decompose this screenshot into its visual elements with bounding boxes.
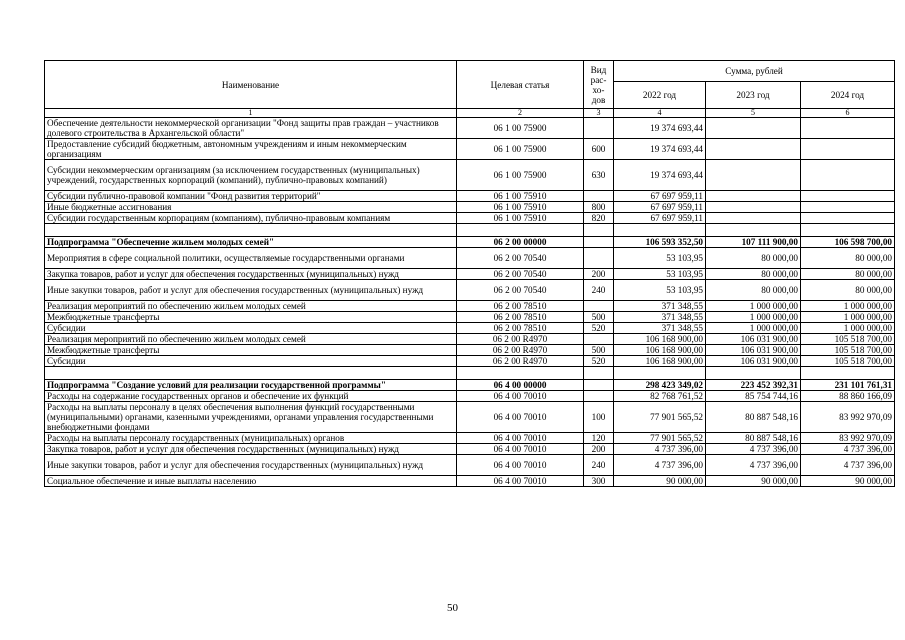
row-sum-2023 [706,191,801,202]
row-name: Закупка товаров, работ и услуг для обеспечения государственных (муниципальных) нужд [45,444,457,455]
row-sum-2024: 1 000 000,00 [801,323,895,334]
spacer-row [45,367,895,380]
row-sum-2024: 80 000,00 [801,269,895,280]
row-code [457,367,584,380]
index-cell: 1 [45,109,457,118]
row-expense-type: 800 [584,202,614,213]
row-name: Иные закупки товаров, работ и услуг для обеспечения государственных (муниципальных) нужд [45,455,457,476]
row-sum-2024: 105 518 700,00 [801,356,895,367]
row-sum-2024: 105 518 700,00 [801,334,895,345]
row-sum-2023: 106 031 900,00 [706,334,801,345]
row-sum-2022 [614,367,706,380]
row-expense-type [584,237,614,248]
row-sum-2022: 53 103,95 [614,280,706,301]
row-code: 06 4 00 70010 [457,402,584,433]
table-row [45,380,895,391]
row-code: 06 1 00 75910 [457,191,584,202]
row-code: 06 4 00 70010 [457,433,584,444]
header-row [45,61,895,82]
table-row [45,345,895,356]
row-sum-2023 [706,367,801,380]
row-sum-2023 [706,202,801,213]
row-code: 06 1 00 75910 [457,213,584,224]
row-sum-2022: 19 374 693,44 [614,160,706,191]
index-cell: 3 [584,109,614,118]
row-sum-2023: 107 111 900,00 [706,237,801,248]
row-code: 06 2 00 R4970 [457,345,584,356]
row-code: 06 2 00 R4970 [457,334,584,345]
row-sum-2024 [801,213,895,224]
row-sum-2022: 4 737 396,00 [614,455,706,476]
row-code: 06 2 00 78510 [457,323,584,334]
table-row [45,323,895,334]
header-vid-3: хо- [592,84,605,95]
row-sum-2024 [801,191,895,202]
row-sum-2024 [801,160,895,191]
row-sum-2024: 80 000,00 [801,280,895,301]
row-sum-2022: 67 697 959,11 [614,191,706,202]
row-sum-2022: 77 901 565,52 [614,402,706,433]
row-sum-2022: 106 168 900,00 [614,356,706,367]
row-name: Межбюджетные трансферты [45,312,457,323]
row-sum-2024 [801,139,895,160]
row-expense-type [584,191,614,202]
row-sum-2023 [706,160,801,191]
row-name [45,224,457,237]
row-expense-type: 600 [584,139,614,160]
row-expense-type [584,224,614,237]
row-expense-type: 120 [584,433,614,444]
row-expense-type: 500 [584,312,614,323]
row-code: 06 2 00 R4970 [457,356,584,367]
row-name: Расходы на выплаты персоналу государственных (муниципальных) органов [45,433,457,444]
row-sum-2024: 4 737 396,00 [801,455,895,476]
row-sum-2022: 53 103,95 [614,269,706,280]
row-sum-2024 [801,202,895,213]
row-expense-type [584,367,614,380]
row-expense-type [584,380,614,391]
row-expense-type: 300 [584,476,614,487]
table-row [45,202,895,213]
row-name: Закупка товаров, работ и услуг для обеспечения государственных (муниципальных) нужд [45,269,457,280]
row-sum-2024: 88 860 166,09 [801,391,895,402]
row-sum-2024 [801,118,895,139]
row-sum-2023 [706,139,801,160]
budget-table [44,60,895,487]
header-vid-2: рас- [590,74,607,85]
row-sum-2024: 1 000 000,00 [801,312,895,323]
row-name: Реализация мероприятий по обеспечению жильем молодых семей [45,334,457,345]
row-name: Субсидии некоммерческим организациям (за исключением государственных (муниципальных) учреждений, государственных корпораций (компаний), публично-правовых компаний) [45,160,457,191]
row-expense-type: 100 [584,402,614,433]
row-sum-2022 [614,224,706,237]
row-sum-2024 [801,367,895,380]
row-name: Субсидии [45,323,457,334]
row-sum-2023: 80 000,00 [706,269,801,280]
row-sum-2023 [706,213,801,224]
row-expense-type [584,391,614,402]
row-code: 06 2 00 70540 [457,280,584,301]
row-code: 06 2 00 70540 [457,269,584,280]
row-expense-type [584,248,614,269]
row-sum-2023: 80 000,00 [706,248,801,269]
row-sum-2023: 223 452 392,31 [706,380,801,391]
row-expense-type: 200 [584,444,614,455]
row-sum-2022: 298 423 349,02 [614,380,706,391]
header-2023: 2023 год [706,82,801,109]
row-code: 06 2 00 78510 [457,301,584,312]
row-sum-2022: 371 348,55 [614,312,706,323]
row-code: 06 1 00 75900 [457,118,584,139]
header-vid-1: Вид [590,64,607,75]
row-sum-2024: 83 992 970,09 [801,402,895,433]
table-row [45,269,895,280]
row-expense-type: 520 [584,323,614,334]
index-cell: 2 [457,109,584,118]
table-row [45,356,895,367]
table-row [45,444,895,455]
row-expense-type: 820 [584,213,614,224]
row-name: Иные закупки товаров, работ и услуг для обеспечения государственных (муниципальных) нужд [45,280,457,301]
row-name: Обеспечение деятельности некоммерческой организации "Фонд защиты прав граждан – участников долевого строительства в Архангельской области" [45,118,457,139]
table-row [45,160,895,191]
table-row [45,402,895,433]
row-sum-2023: 80 887 548,16 [706,402,801,433]
row-code: 06 1 00 75910 [457,202,584,213]
row-sum-2022: 67 697 959,11 [614,202,706,213]
row-name: Подпрограмма "Создание условий для реализации государственной программы" [45,380,457,391]
row-sum-2022: 53 103,95 [614,248,706,269]
row-name: Иные бюджетные ассигнования [45,202,457,213]
row-code: 06 1 00 75900 [457,160,584,191]
row-name: Субсидии публично-правовой компании "Фонд развития территорий" [45,191,457,202]
row-sum-2024: 231 101 761,31 [801,380,895,391]
table-row [45,476,895,487]
header-vid [584,61,614,109]
table-row [45,139,895,160]
header-2022: 2022 год [614,82,706,109]
row-sum-2024: 1 000 000,00 [801,301,895,312]
spacer-row [45,224,895,237]
table-row [45,191,895,202]
row-sum-2023: 85 754 744,16 [706,391,801,402]
row-sum-2024: 90 000,00 [801,476,895,487]
row-sum-2022: 19 374 693,44 [614,139,706,160]
row-sum-2023 [706,224,801,237]
row-sum-2023: 4 737 396,00 [706,455,801,476]
row-sum-2023: 1 000 000,00 [706,323,801,334]
row-sum-2022: 4 737 396,00 [614,444,706,455]
row-sum-2024: 105 518 700,00 [801,345,895,356]
row-expense-type: 240 [584,280,614,301]
row-sum-2022: 371 348,55 [614,301,706,312]
row-expense-type [584,301,614,312]
row-code: 06 4 00 00000 [457,380,584,391]
row-name: Субсидии [45,356,457,367]
table-row [45,312,895,323]
row-expense-type [584,118,614,139]
row-code [457,224,584,237]
row-sum-2023: 90 000,00 [706,476,801,487]
table-row [45,280,895,301]
row-sum-2024: 83 992 970,09 [801,433,895,444]
row-code: 06 1 00 75900 [457,139,584,160]
row-sum-2022: 67 697 959,11 [614,213,706,224]
row-code: 06 2 00 78510 [457,312,584,323]
header-target-label: Целевая статья [490,79,550,90]
row-sum-2022: 106 168 900,00 [614,345,706,356]
header-sum: Сумма, рублей [614,61,895,82]
row-code: 06 4 00 70010 [457,444,584,455]
row-name: Реализация мероприятий по обеспечению жильем молодых семей [45,301,457,312]
row-sum-2022: 19 374 693,44 [614,118,706,139]
row-name: Предоставление субсидий бюджетным, автономным учреждениям и иным некоммерческим организациям [45,139,457,160]
table-row [45,248,895,269]
row-name: Расходы на выплаты персоналу в целях обеспечения выполнения функций государственными (муниципальными) органами, казенными учреждениями, органами управления государственными внебюджетными фондами [45,402,457,433]
row-sum-2023 [706,118,801,139]
row-code: 06 2 00 70540 [457,248,584,269]
row-expense-type: 520 [584,356,614,367]
row-sum-2024 [801,224,895,237]
row-expense-type: 240 [584,455,614,476]
header-target [457,61,584,109]
table-row [45,237,895,248]
page-number: 50 [447,602,458,614]
row-sum-2023: 80 887 548,16 [706,433,801,444]
row-sum-2022: 77 901 565,52 [614,433,706,444]
row-sum-2023: 1 000 000,00 [706,301,801,312]
row-name: Расходы на содержание государственных органов и обеспечение их функций [45,391,457,402]
table-row [45,433,895,444]
row-code: 06 4 00 70010 [457,391,584,402]
row-expense-type: 200 [584,269,614,280]
row-sum-2024: 4 737 396,00 [801,444,895,455]
index-cell: 6 [801,109,895,118]
table-row [45,118,895,139]
table-body [45,118,895,487]
row-expense-type [584,334,614,345]
row-expense-type: 500 [584,345,614,356]
table-row [45,334,895,345]
row-expense-type: 630 [584,160,614,191]
row-sum-2023: 106 031 900,00 [706,356,801,367]
row-sum-2023: 4 737 396,00 [706,444,801,455]
table-row [45,391,895,402]
row-code: 06 4 00 70010 [457,476,584,487]
row-sum-2022: 371 348,55 [614,323,706,334]
row-sum-2022: 90 000,00 [614,476,706,487]
row-sum-2022: 106 168 900,00 [614,334,706,345]
index-cell: 4 [614,109,706,118]
row-name: Мероприятия в сфере социальной политики, осуществляемые государственными органами [45,248,457,269]
row-sum-2022: 106 593 352,50 [614,237,706,248]
row-name: Субсидии государственным корпорациям (компаниям), публично-правовым компаниям [45,213,457,224]
row-name: Подпрограмма "Обеспечение жильем молодых семей" [45,237,457,248]
row-code: 06 4 00 70010 [457,455,584,476]
header-2024: 2024 год [801,82,895,109]
index-row [45,109,895,118]
row-sum-2023: 106 031 900,00 [706,345,801,356]
row-sum-2023: 1 000 000,00 [706,312,801,323]
header-vid-4: дов [591,94,606,105]
header-name: Наименование [45,61,457,109]
table-row [45,213,895,224]
index-cell: 5 [706,109,801,118]
row-sum-2024: 106 598 700,00 [801,237,895,248]
row-code: 06 2 00 00000 [457,237,584,248]
row-name [45,367,457,380]
row-sum-2023: 80 000,00 [706,280,801,301]
row-name: Социальное обеспечение и иные выплаты населению [45,476,457,487]
table-row [45,301,895,312]
row-sum-2024: 80 000,00 [801,248,895,269]
row-sum-2022: 82 768 761,52 [614,391,706,402]
row-name: Межбюджетные трансферты [45,345,457,356]
table-row [45,455,895,476]
